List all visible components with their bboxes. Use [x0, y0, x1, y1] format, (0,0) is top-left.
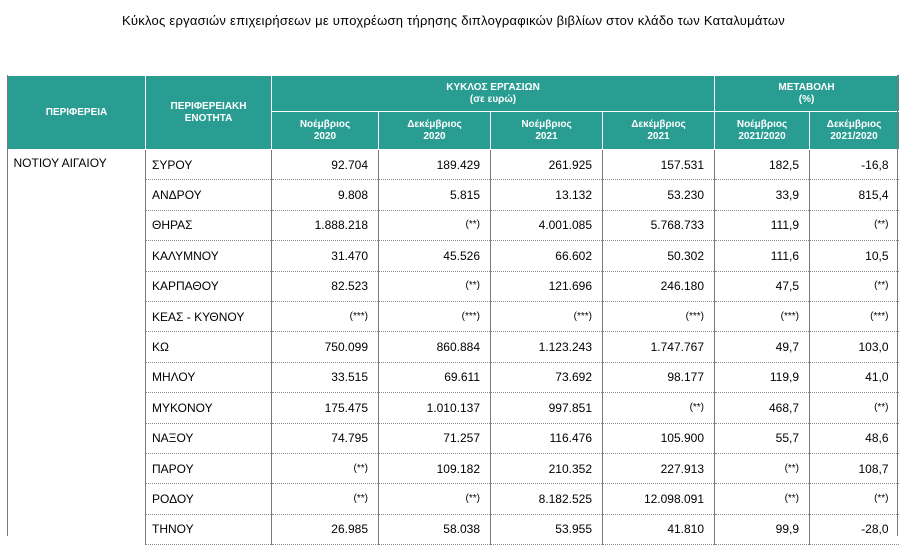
header-col-year: 2021 — [647, 130, 670, 142]
value-cell — [715, 180, 810, 210]
value-cell — [603, 241, 715, 271]
header-col-month: Δεκέμβριος — [826, 118, 882, 130]
value-cell — [491, 362, 603, 392]
value-text: 53.230 — [667, 188, 705, 203]
value-cell — [715, 241, 810, 271]
value-text: 73.692 — [555, 370, 592, 385]
unit-cell: ΜΥΚΟΝΟΥ — [146, 393, 272, 423]
value-text: 860.884 — [436, 340, 480, 355]
header-col-year: 2021/2020 — [738, 130, 786, 142]
value-cell — [379, 453, 491, 483]
value-text: 13.132 — [555, 188, 592, 203]
value-cell — [491, 484, 603, 514]
value-cell — [715, 514, 810, 544]
value-cell — [715, 362, 810, 392]
value-text: 49,7 — [775, 340, 800, 355]
header-unit-line2: ΕΝΟΤΗΤΑ — [184, 112, 233, 124]
value-cell — [491, 271, 603, 301]
value-text: 5.768.733 — [650, 218, 705, 233]
value-cell — [491, 423, 603, 453]
value-cell — [603, 180, 715, 210]
header-col-5 — [810, 112, 899, 150]
value-text: 45.526 — [443, 248, 480, 263]
value-text: 210.352 — [548, 461, 592, 476]
value-text: 26.985 — [331, 522, 368, 537]
value-text: 66.602 — [555, 248, 592, 263]
table-row — [8, 150, 899, 180]
header-region: ΠΕΡΙΦΕΡΕΙΑ — [8, 76, 146, 150]
value-cell — [379, 180, 491, 210]
value-cell — [810, 301, 899, 331]
header-turnover-line1: ΚΥΚΛΟΣ ΕΡΓΑΣΙΩΝ — [446, 81, 540, 93]
value-cell — [810, 362, 899, 392]
value-cell — [272, 332, 379, 362]
unit-cell: ΜΗΛΟΥ — [146, 362, 272, 392]
value-text: (**) — [874, 401, 889, 413]
value-text: 33,9 — [775, 188, 800, 203]
value-cell — [491, 393, 603, 423]
value-text: 47,5 — [775, 279, 800, 294]
value-cell — [272, 423, 379, 453]
value-cell — [603, 423, 715, 453]
value-text: (***) — [870, 310, 889, 322]
value-text: (**) — [689, 401, 705, 413]
value-cell — [491, 241, 603, 271]
value-text: 119,9 — [769, 370, 800, 385]
header-col-4 — [715, 112, 810, 150]
value-cell — [491, 332, 603, 362]
value-cell — [491, 514, 603, 544]
value-text: (**) — [465, 219, 480, 231]
value-text: 182,5 — [768, 157, 800, 172]
value-cell — [603, 271, 715, 301]
header-col-year: 2020 — [313, 130, 337, 142]
value-text: 4.001.085 — [538, 218, 592, 233]
value-cell — [379, 271, 491, 301]
unit-cell: ΚΑΡΠΑΘΟΥ — [146, 271, 272, 301]
header-col-month: Νοέμβριος — [521, 118, 572, 130]
value-cell — [491, 210, 603, 240]
value-text: (**) — [874, 280, 889, 292]
value-text: 99,9 — [775, 522, 800, 537]
header-col-month: Δεκέμβριος — [631, 118, 686, 130]
value-cell — [810, 150, 899, 180]
value-text: 50.302 — [667, 248, 705, 263]
value-cell — [603, 393, 715, 423]
value-cell — [379, 484, 491, 514]
value-text: 1.123.243 — [538, 340, 592, 355]
value-text: 10,5 — [865, 248, 889, 263]
value-text: (**) — [784, 462, 800, 474]
header-col-year: 2021 — [535, 130, 558, 142]
value-cell — [715, 332, 810, 362]
value-text: 105.900 — [660, 431, 705, 446]
value-text: 82.523 — [331, 279, 368, 294]
value-text: 12.098.091 — [643, 491, 705, 506]
value-cell — [715, 423, 810, 453]
value-cell — [379, 210, 491, 240]
value-text: 175.475 — [324, 400, 368, 415]
value-text: (**) — [353, 462, 368, 474]
value-cell — [715, 453, 810, 483]
value-text: 31.470 — [331, 248, 368, 263]
value-text: 9.808 — [337, 188, 368, 203]
value-text: 246.180 — [660, 279, 705, 294]
value-cell — [603, 210, 715, 240]
value-cell — [810, 180, 899, 210]
value-cell — [603, 150, 715, 180]
value-text: -16,8 — [861, 157, 889, 172]
unit-cell: ΑΝΔΡΟΥ — [146, 180, 272, 210]
value-text: 108,7 — [858, 461, 889, 476]
unit-cell: ΤΗΝΟΥ — [146, 514, 272, 544]
unit-cell: ΚΕΑΣ - ΚΥΘΝΟΥ — [146, 301, 272, 331]
header-unit — [146, 76, 272, 150]
value-text: 1.888.218 — [314, 218, 368, 233]
turnover-table — [7, 75, 899, 545]
value-text: 111,6 — [770, 248, 800, 263]
value-cell — [603, 453, 715, 483]
value-text: 8.182.525 — [538, 491, 592, 506]
value-text: 468,7 — [768, 400, 800, 415]
value-text: 109.182 — [436, 461, 480, 476]
value-text: 103,0 — [858, 340, 889, 355]
value-text: 71.257 — [443, 431, 480, 446]
value-text: 227.913 — [660, 461, 705, 476]
value-text: 58.038 — [443, 522, 480, 537]
value-text: 92.704 — [331, 157, 368, 172]
value-cell — [379, 332, 491, 362]
value-cell — [272, 301, 379, 331]
value-text: 53.955 — [555, 522, 592, 537]
value-text: 111,9 — [770, 218, 800, 233]
unit-cell: ΡΟΔΟΥ — [146, 484, 272, 514]
value-cell — [715, 484, 810, 514]
value-text: (**) — [784, 492, 800, 504]
value-text: 1.747.767 — [650, 340, 705, 355]
value-cell — [272, 484, 379, 514]
value-cell — [379, 362, 491, 392]
unit-cell: ΚΩ — [146, 332, 272, 362]
value-cell — [379, 241, 491, 271]
header-col-month: Δεκέμβριος — [407, 118, 462, 130]
header-col-0 — [272, 112, 379, 150]
value-text: (**) — [353, 492, 368, 504]
region-cell: ΝΟΤΙΟΥ ΑΙΓΑΙΟΥ — [8, 150, 146, 545]
value-text: 74.795 — [331, 431, 368, 446]
unit-cell: ΣΥΡΟΥ — [146, 150, 272, 180]
value-text: 33.515 — [331, 370, 368, 385]
value-cell — [603, 484, 715, 514]
value-cell — [810, 484, 899, 514]
value-cell — [491, 301, 603, 331]
value-text: (**) — [874, 492, 889, 504]
value-cell — [810, 210, 899, 240]
header-change — [715, 76, 899, 112]
value-cell — [379, 514, 491, 544]
value-cell — [491, 150, 603, 180]
value-cell — [272, 271, 379, 301]
table-title: Κύκλος εργασιών επιχειρήσεων με υποχρέωση τήρησης διπλογραφικών βιβλίων στον κλάδο των Καταλυμάτων — [121, 13, 786, 28]
value-text: 121.696 — [548, 279, 592, 294]
value-cell — [603, 514, 715, 544]
unit-cell: ΠΑΡΟΥ — [146, 453, 272, 483]
header-col-month: Νοέμβριος — [299, 118, 351, 130]
value-text: (***) — [573, 310, 592, 322]
value-cell — [810, 393, 899, 423]
value-cell — [491, 180, 603, 210]
value-text: 69.611 — [444, 370, 480, 385]
value-cell — [272, 362, 379, 392]
header-unit-line1: ΠΕΡΙΦΕΡΕΙΑΚΗ — [170, 100, 247, 112]
header-col-month: Νοέμβριος — [736, 118, 788, 130]
unit-cell: ΝΑΞΟΥ — [146, 423, 272, 453]
value-cell — [379, 423, 491, 453]
value-text: 1.010.137 — [426, 400, 480, 415]
value-cell — [715, 393, 810, 423]
unit-cell: ΚΑΛΥΜΝΟΥ — [146, 241, 272, 271]
value-text: 5.815 — [449, 188, 480, 203]
header-col-year: 2020 — [423, 130, 446, 142]
value-text: 116.476 — [549, 431, 592, 446]
header-turnover-line2: (σε ευρώ) — [469, 93, 517, 105]
value-text: 815,4 — [858, 188, 889, 203]
value-cell — [272, 453, 379, 483]
value-cell — [379, 393, 491, 423]
value-cell — [715, 210, 810, 240]
value-text: (***) — [780, 310, 800, 322]
value-cell — [810, 271, 899, 301]
value-cell — [715, 301, 810, 331]
value-cell — [379, 301, 491, 331]
header-turnover — [272, 76, 715, 112]
value-text: (**) — [465, 492, 480, 504]
value-cell — [272, 150, 379, 180]
value-cell — [272, 393, 379, 423]
value-text: (**) — [465, 280, 480, 292]
value-cell — [603, 332, 715, 362]
value-text: -28,0 — [861, 522, 889, 537]
header-change-line2: (%) — [798, 93, 815, 105]
value-text: 41.810 — [667, 522, 705, 537]
value-cell — [810, 514, 899, 544]
header-change-line1: ΜΕΤΑΒΟΛΗ — [778, 81, 835, 93]
value-text: (***) — [349, 310, 368, 322]
header-col-year: 2021/2020 — [830, 130, 878, 142]
value-cell — [715, 150, 810, 180]
value-text: 55,7 — [775, 431, 800, 446]
header-col-1 — [379, 112, 491, 150]
header-col-2 — [491, 112, 603, 150]
value-cell — [272, 180, 379, 210]
value-text: 261.925 — [548, 157, 592, 172]
value-cell — [272, 241, 379, 271]
value-cell — [810, 241, 899, 271]
value-text: 98.177 — [667, 370, 705, 385]
value-text: 48,6 — [865, 431, 889, 446]
value-text: 189.429 — [436, 157, 480, 172]
value-text: 750.099 — [324, 340, 368, 355]
value-cell — [810, 332, 899, 362]
value-cell — [810, 453, 899, 483]
unit-cell: ΘΗΡΑΣ — [146, 210, 272, 240]
value-cell — [603, 301, 715, 331]
header-col-3 — [603, 112, 715, 150]
value-cell — [810, 423, 899, 453]
value-text: (**) — [874, 219, 889, 231]
value-cell — [272, 514, 379, 544]
value-cell — [491, 453, 603, 483]
value-cell — [715, 271, 810, 301]
value-cell — [379, 150, 491, 180]
value-text: 997.851 — [548, 400, 592, 415]
value-cell — [603, 362, 715, 392]
value-text: 41,0 — [865, 370, 889, 385]
value-text: (***) — [685, 310, 705, 322]
value-cell — [272, 210, 379, 240]
value-text: (***) — [461, 310, 480, 322]
value-text: 157.531 — [660, 157, 705, 172]
